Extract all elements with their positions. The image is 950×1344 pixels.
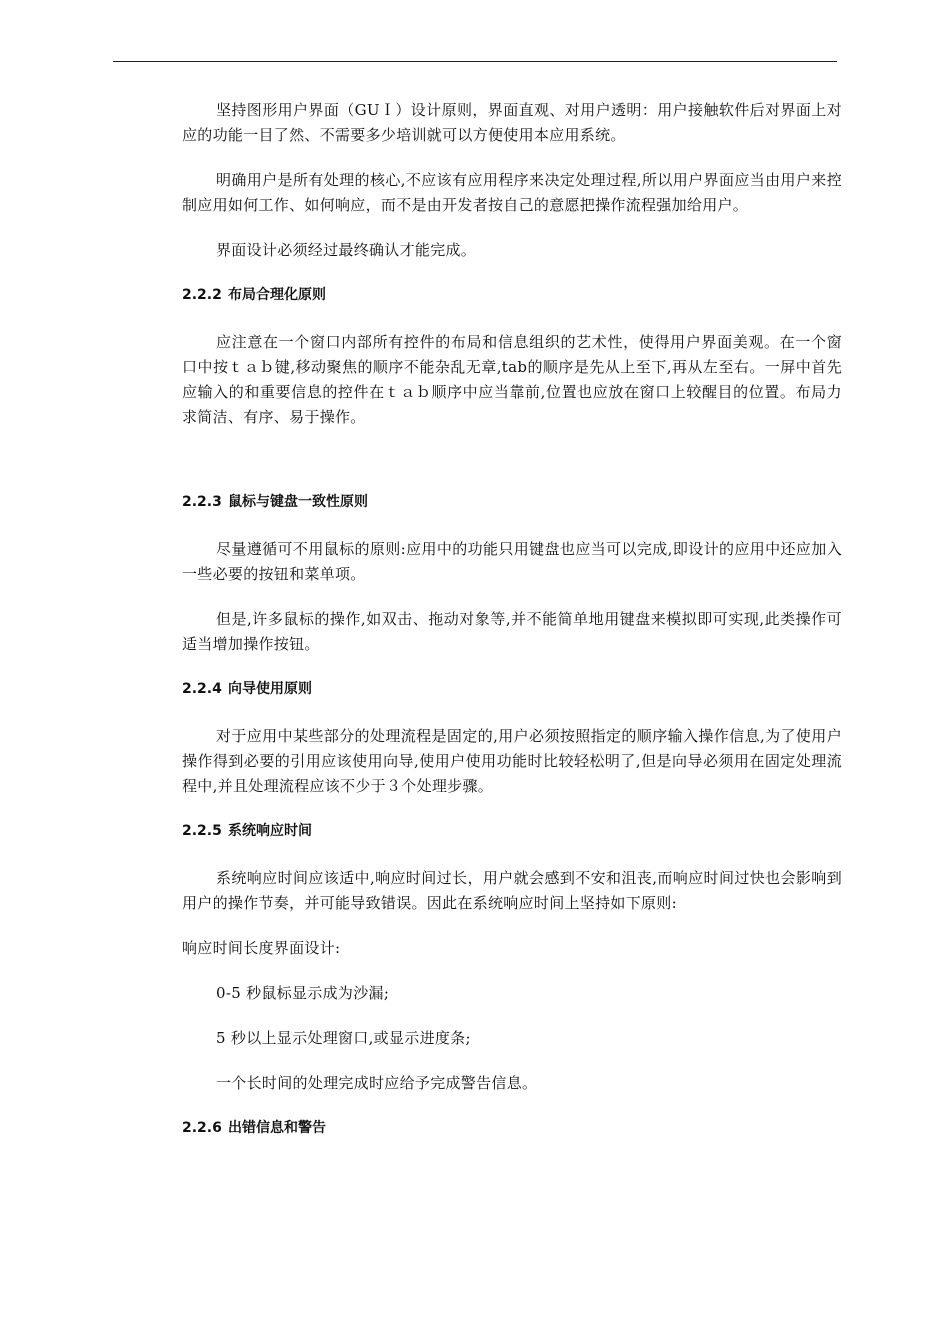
paragraph-mouse-1: 尽量遵循可不用鼠标的原则:应用中的功能只用键盘也应当可以完成,即设计的应用中还应加入一些必要的按钮和菜单项。 xyxy=(182,540,842,583)
section-heading-mouse xyxy=(182,490,842,515)
paragraph-gui-principle: 坚持图形用户界面（GUＩ）设计原则，界面直观、对用户透明：用户接触软件后对界面上对应的功能一目了然、不需要多少培训就可以方便使用本应用系统。 xyxy=(182,101,842,144)
paragraph-user-control: 明确用户是所有处理的核心,不应该有应用程序来决定处理过程,所以用户界面应当由用户来控制应用如何工作、如何响应，而不是由开发者按自己的意愿把操作流程强加给用户。 xyxy=(182,171,842,214)
section-number: 2.2.4 xyxy=(182,681,222,697)
section-title: 向导使用原则 xyxy=(228,681,312,697)
section-heading-response xyxy=(182,819,842,844)
section-heading-wizard xyxy=(182,677,842,702)
paragraph-response: 系统响应时间应该适中,响应时间过长，用户就会感到不安和沮丧,而响应时间过快也会影响到用户的操作节奏，并可能导致错误。因此在系统响应时间上坚持如下原则: xyxy=(182,869,842,912)
list-item-response-2: 5 秒以上显示处理窗口,或显示进度条; xyxy=(216,1029,471,1047)
section-number: 2.2.3 xyxy=(182,494,222,510)
section-heading-layout xyxy=(182,283,842,308)
document-body xyxy=(182,98,842,1141)
header-rule xyxy=(113,61,837,62)
paragraph-response-lead: 响应时间长度界面设计: xyxy=(182,939,341,957)
section-title: 系统响应时间 xyxy=(228,823,312,839)
paragraph-wizard: 对于应用中某些部分的处理流程是固定的,用户必须按照指定的顺序输入操作信息,为了使用户操作得到必要的引用应该使用向导,使用户使用功能时比较轻松明了,但是向导必须用在固定处理流程中,并且处理流程应该不少于３个处理步骤。 xyxy=(182,727,842,795)
paragraph-layout: 应注意在一个窗口内部所有控件的布局和信息组织的艺术性，使得用户界面美观。在一个窗口中按ｔａｂ键,移动聚焦的顺序不能杂乱无章,tab的顺序是先从上至下,再从左至右。一屏中首先应输入的和重要信息的控件在ｔａｂ顺序中应当靠前,位置也应放在窗口上较醒目的位置。布局力求简洁、有序、易于操作。 xyxy=(182,333,842,426)
list-item-response-3: 一个长时间的处理完成时应给予完成警告信息。 xyxy=(216,1074,538,1092)
paragraph-mouse-2: 但是,许多鼠标的操作,如双击、拖动对象等,并不能简单地用键盘来模拟即可实现,此类操作可适当增加操作按钮。 xyxy=(182,610,842,653)
section-number: 2.2.2 xyxy=(182,287,222,303)
section-number: 2.2.5 xyxy=(182,823,222,839)
paragraph-confirm: 界面设计必须经过最终确认才能完成。 xyxy=(216,241,477,259)
section-heading-errors xyxy=(182,1116,842,1141)
section-title: 鼠标与键盘一致性原则 xyxy=(228,494,368,510)
list-item-response-1: 0-5 秒鼠标显示成为沙漏; xyxy=(216,984,390,1002)
section-number: 2.2.6 xyxy=(182,1120,222,1136)
section-title: 布局合理化原则 xyxy=(228,287,326,303)
section-title: 出错信息和警告 xyxy=(228,1120,326,1136)
